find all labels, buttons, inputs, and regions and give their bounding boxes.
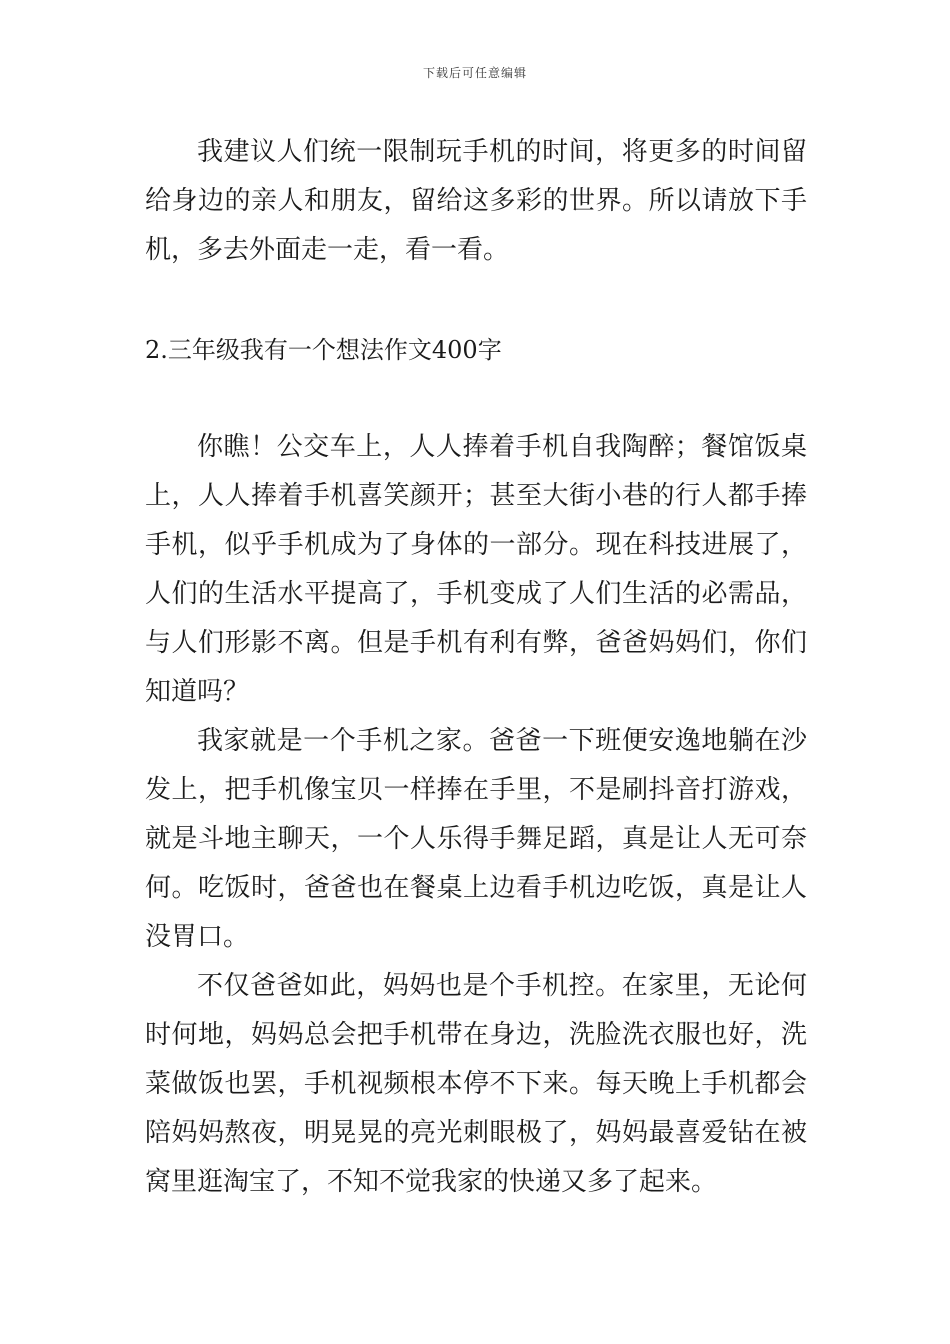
section-heading: 2.三年级我有一个想法作文400字: [145, 336, 502, 364]
header-note: 下载后可任意编辑: [422, 66, 527, 80]
body-paragraph-2: 我家就是一个手机之家。爸爸一下班便安逸地躺在沙发上，把手机像宝贝一样捧在手里，不是刷抖音打游戏，就是斗地主聊天，一个人乐得手舞足蹈，真是让人无可奈何。吃饭时，爸爸也在餐桌上边看手机边吃饭，真是让人没胃口。: [145, 726, 807, 952]
document-body: [145, 128, 807, 1207]
intro-paragraph: 我建议人们统一限制玩手机的时间，将更多的时间留给身边的亲人和朋友，留给这多彩的世界。所以请放下手机，多去外面走一走，看一看。: [145, 137, 807, 265]
body-paragraph-3: 不仅爸爸如此，妈妈也是个手机控。在家里，无论何时何地，妈妈总会把手机带在身边，洗脸洗衣服也好，洗菜做饭也罢，手机视频根本停不下来。每天晚上手机都会陪妈妈熬夜，明晃晃的亮光刺眼极了，妈妈最喜爱钻在被窝里逛淘宝了，不知不觉我家的快递又多了起来。: [145, 971, 807, 1197]
body-paragraph-1: 你瞧！公交车上，人人捧着手机自我陶醉；餐馆饭桌上，人人捧着手机喜笑颜开；甚至大街小巷的行人都手捧手机，似乎手机成为了身体的一部分。现在科技进展了，人们的生活水平提高了，手机变成了人们生活的必需品，与人们形影不离。但是手机有利有弊，爸爸妈妈们，你们知道吗？: [145, 432, 807, 707]
